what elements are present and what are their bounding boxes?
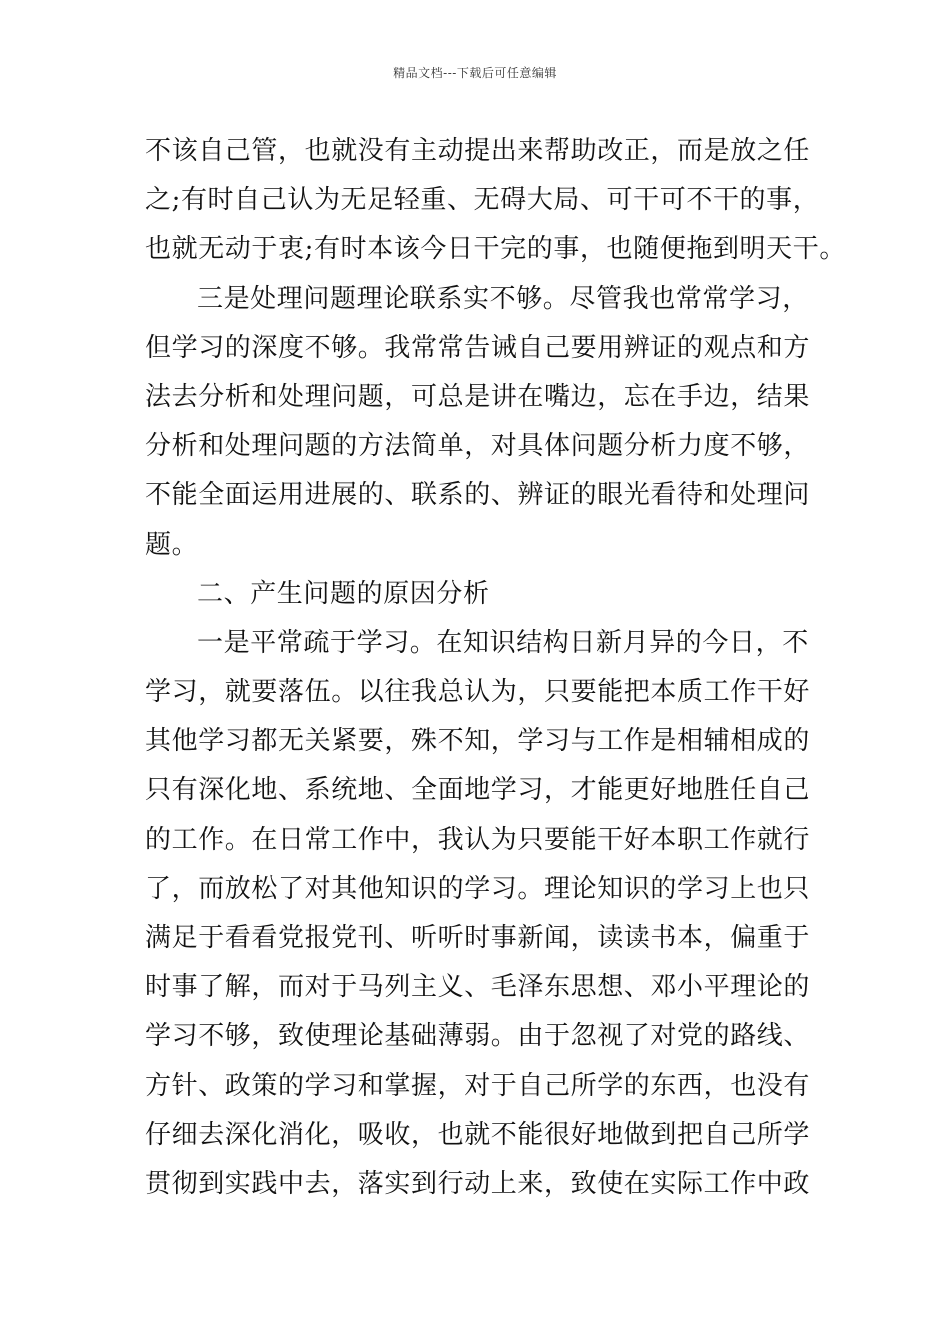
text-line: 满足于看看党报党刊、听听时事新闻，读读书本，偏重于 — [145, 923, 811, 953]
text-line: 分析和处理问题的方法简单，对具体问题分析力度不够， — [145, 431, 811, 462]
text-line: 贯彻到实践中去，落实到行动上来，致使在实际工作中政 — [145, 1168, 811, 1199]
text-line: 之;有时自己认为无足轻重、无碍大局、可干可不干的事， — [145, 185, 820, 216]
text-line: 不能全面运用进展的、联系的、辨证的眼光看待和处理问 — [145, 480, 811, 511]
text-line: 的工作。在日常工作中，我认为只要能干好本职工作就行 — [145, 824, 811, 855]
text-line: 其他学习都无关紧要，殊不知，学习与工作是相辅相成的 — [145, 726, 811, 757]
text-line: 法去分析和处理问题，可总是讲在嘴边，忘在手边，结果 — [145, 381, 811, 412]
text-line: 但学习的深度不够。我常常告诫自己要用辨证的观点和方 — [145, 332, 811, 363]
document-body — [145, 127, 846, 1209]
text-line: 二、产生问题的原因分析 — [197, 578, 490, 609]
text-line: 也就无动于衷;有时本该今日干完的事，也随便拖到明天干。 — [145, 234, 846, 265]
page-header: 精品文档---下载后可任意编辑 — [393, 66, 557, 80]
text-line: 一是平常疏于学习。在知识结构日新月异的今日，不 — [197, 627, 809, 658]
text-line: 题。 — [145, 529, 199, 560]
text-line: 不该自己管，也就没有主动提出来帮助改正，而是放之任 — [145, 136, 811, 166]
text-line: 学习，就要落伍。以往我总认为，只要能把本质工作干好 — [145, 677, 811, 708]
text-line: 时事了解，而对于马列主义、毛泽东思想、邓小平理论的 — [145, 972, 811, 1003]
text-line: 学习不够，致使理论基础薄弱。由于忽视了对党的路线、 — [145, 1021, 811, 1052]
text-line: 三是处理问题理论联系实不够。尽管我也常常学习， — [197, 283, 809, 314]
text-line: 了，而放松了对其他知识的学习。理论知识的学习上也只 — [145, 873, 811, 904]
text-line: 方针、政策的学习和掌握，对于自己所学的东西，也没有 — [145, 1070, 811, 1101]
text-line: 仔细去深化消化，吸收，也就不能很好地做到把自己所学 — [145, 1119, 811, 1150]
text-line: 只有深化地、系统地、全面地学习，才能更好地胜任自己 — [145, 775, 811, 806]
